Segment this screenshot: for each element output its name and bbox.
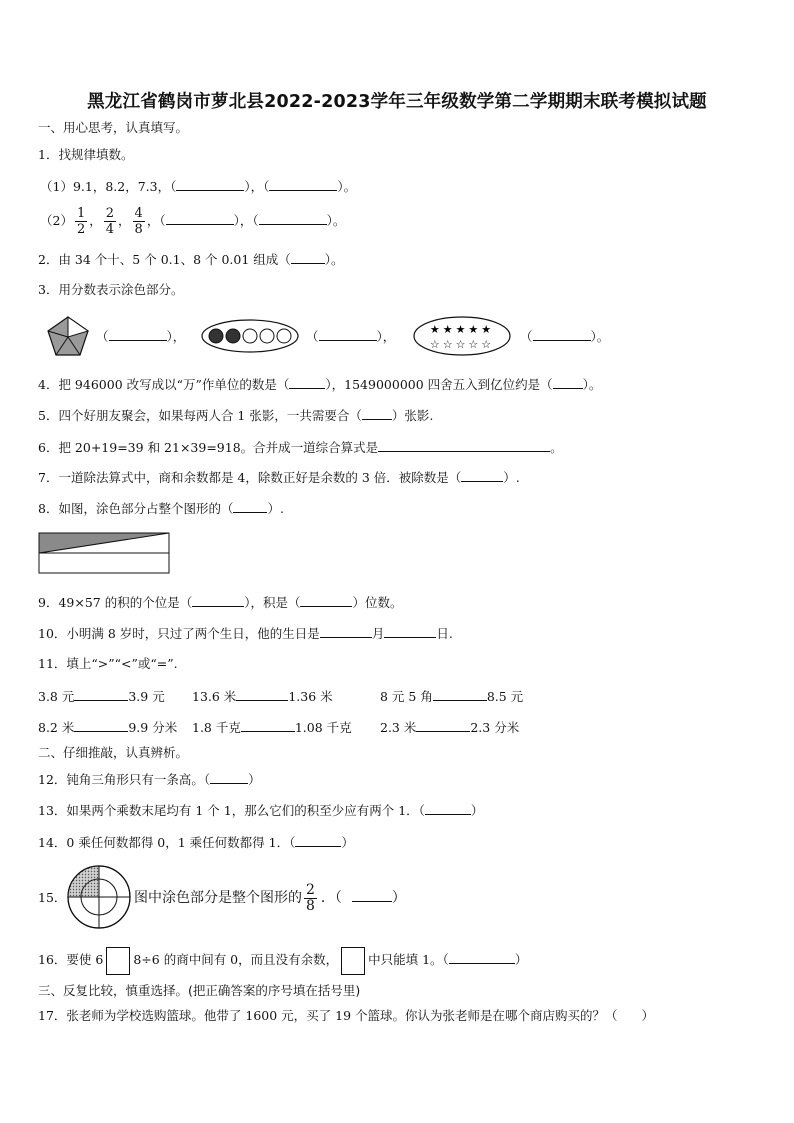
q11-item [192,687,333,705]
numerator: 1 [76,206,86,221]
right-value: 1.08 千克 [294,720,352,735]
answer-blank[interactable] [433,687,487,701]
question-14 [38,833,354,851]
left-value: 8 元 5 角 [380,689,433,704]
q6-end: 。 [550,440,563,455]
q11-item [38,687,165,705]
q11-item [380,687,523,705]
answer-blank[interactable] [461,468,503,482]
rectangle-shaded-figure [38,532,172,580]
paren-open: （ [520,329,533,344]
q16-end: ） [514,952,528,967]
question-6 [38,438,563,456]
page-title: 黑龙江省鹤岗市萝北县2022-2023学年三年级数学第二学期期末联考模拟试题 [87,92,707,112]
section-2-heading: 二、仔细推敲，认真辨析。 [38,745,189,760]
fraction [104,206,116,237]
question-9 [38,593,403,611]
answer-blank[interactable] [300,593,352,607]
right-value: 8.5 元 [486,689,524,704]
q2-end: ）。 [324,252,344,267]
q15-text: 图中涂色部分是整个图形的 [134,890,302,906]
q3-answer-1 [96,327,185,345]
q16-text-2: 8÷6 的商中间有 0，而且没有余数， [133,952,339,967]
q14-text: 14．0 乘任何数都得 0，1 乘任何数都得 1．（ [38,835,296,850]
answer-blank[interactable] [533,327,591,341]
outline-stars-row: ☆☆☆☆☆ [429,338,495,351]
q11-item [380,718,519,736]
q10-day: 日. [436,626,453,641]
answer-blank[interactable] [352,888,392,902]
answer-blank[interactable] [416,718,470,732]
digit-box[interactable] [106,947,130,975]
q1-p2-end: ）。 [326,213,346,228]
q17-text: 17．张老师为学校选购篮球。他带了 1600 元，买了 19 个篮球。你认为张老师是在哪个商店购买的？（ [38,1008,618,1023]
answer-blank[interactable] [241,718,295,732]
answer-blank[interactable] [259,211,327,225]
q2-text: 2．由 34 个十、5 个 0.1、8 个 0.01 组成（ [38,252,291,267]
q13-text: 13．如果两个乘数末尾均有 1 个 1，那么它们的积至少应有两个 1．（ [38,803,425,818]
paren-close: ）， [166,329,186,344]
question-3-stem: 3．用分数表示涂色部分。 [38,282,184,297]
answer-blank[interactable] [291,250,325,264]
q11-item [38,718,177,736]
q1-p1-end: ）。 [337,179,357,194]
fraction [75,206,87,237]
answer-blank[interactable] [295,833,341,847]
q9-text: 9．49×57 的积的个位是（ [38,595,193,610]
q8-text: 8．如图，涂色部分占整个图形的（ [38,501,234,516]
answer-blank[interactable] [192,593,244,607]
fraction [304,883,317,914]
numerator: 4 [134,206,143,221]
q1-p1-text: （1）9.1，8.2，7.3，（ [40,179,177,194]
filled-stars-row: ★★★★★ [429,323,495,336]
circles-oval-figure [200,318,300,358]
left-value: 3.8 元 [38,689,75,704]
left-value: 8.2 米 [38,720,75,735]
question-17 [38,1008,654,1024]
answer-blank[interactable] [425,801,471,815]
answer-blank[interactable] [166,211,234,225]
answer-blank[interactable] [378,438,550,452]
answer-blank[interactable] [236,687,288,701]
q12-end: ） [248,772,261,787]
left-value: 2.3 米 [380,720,417,735]
q8-end: ）. [267,501,284,516]
numerator: 2 [306,881,315,898]
left-value: 1.8 千克 [192,720,241,735]
q13-end: ） [470,803,484,818]
q3-answer-2 [306,327,395,345]
q7-text: 7．一道除法算式中，商和余数都是 4，除数正好是余数的 3 倍．被除数是（ [38,470,462,485]
question-11-stem: 11．填上“>”“<”或“=”. [38,656,178,671]
denominator: 8 [134,222,143,237]
question-13 [38,801,483,819]
q6-text: 6．把 20+19=39 和 21×39=918。合并成一道综合算式是 [38,440,379,455]
numerator: 2 [105,206,115,221]
q16-text-3: 中只能填 1。（ [368,952,449,967]
answer-blank[interactable] [289,375,325,389]
q4-end: ）。 [582,377,602,392]
question-16 [38,945,527,975]
q12-text: 12．钝角三角形只有一条高。（ [38,772,211,787]
answer-blank[interactable] [449,950,515,964]
separator: ， [118,213,131,228]
denominator: 2 [76,222,86,237]
right-value: 2.3 分米 [470,720,520,735]
answer-blank[interactable] [553,375,583,389]
q16-text: 16．要使 6 [38,952,104,967]
answer-blank[interactable] [74,718,128,732]
digit-box[interactable] [341,947,365,975]
q3-answer-3 [520,327,609,345]
separator: ， [89,213,102,228]
q1-p2-sep: ），（ [233,213,259,228]
q14-end: ） [341,835,354,850]
q15-end: ） [391,890,406,906]
question-5 [38,406,433,424]
fraction [133,206,145,237]
q4-text: 4．把 946000 改写成以“万”作单位的数是（ [38,377,290,392]
question-12 [38,770,261,788]
q1-p2-sep: ，（ [146,213,166,228]
question-4 [38,375,601,393]
answer-blank[interactable] [210,770,248,784]
denominator: 4 [105,222,115,237]
pentagon-figure [46,315,90,361]
q9-end: ）位数。 [352,595,403,610]
question-1-part-1 [40,177,356,195]
right-value: 1.36 米 [288,689,333,704]
section-1-heading: 一、用心思考，认真填写。 [38,120,189,135]
q9-text-2: ），积是（ [244,595,301,610]
question-2 [38,250,344,268]
stars-oval-figure [412,315,512,361]
q15-paren: ．（ [320,890,342,906]
paren-close: ）， [376,329,396,344]
paren-open: （ [306,329,319,344]
left-value: 13.6 米 [192,689,237,704]
question-1-stem: 1．找规律填数。 [38,147,134,162]
answer-blank[interactable] [109,327,167,341]
q1-p1-sep: ），（ [244,179,270,194]
q7-end: ）. [503,470,520,485]
question-10 [38,624,453,642]
answer-blank[interactable] [176,177,244,191]
q5-text: 5．四个好朋友聚会，如果每两人合 1 张影，一共需要合（ [38,408,362,423]
answer-blank[interactable] [320,624,372,638]
answer-blank[interactable] [319,327,377,341]
section-3-heading: 三、反复比较，慎重选择。(把正确答案的序号填在括号里) [38,983,361,998]
question-7 [38,468,520,486]
right-value: 3.9 元 [128,689,165,704]
question-8 [38,499,284,517]
question-15-number: 15． [38,890,67,905]
q4-text-2: ），1549000000 四舍五入到亿位约是（ [325,377,553,392]
question-15-text [134,878,406,918]
q10-month: 月 [371,626,385,641]
question-1-part-2 [40,203,345,239]
answer-blank[interactable] [269,177,337,191]
answer-blank[interactable] [384,624,436,638]
answer-blank[interactable] [74,687,128,701]
right-value: 9.9 分米 [128,720,178,735]
ring-circle-figure [66,864,132,934]
q1-p2-prefix: （2） [40,213,73,228]
q17-end: ） [641,1008,655,1023]
paren-open: （ [96,329,109,344]
denominator: 8 [306,897,315,914]
q5-end: ）张影. [391,408,434,423]
answer-blank[interactable] [233,499,267,513]
q10-text: 10．小明满 8 岁时，只过了两个生日，他的生日是 [38,626,320,641]
answer-blank[interactable] [362,406,392,420]
q11-item [192,718,352,736]
paren-close: ）。 [590,329,610,344]
